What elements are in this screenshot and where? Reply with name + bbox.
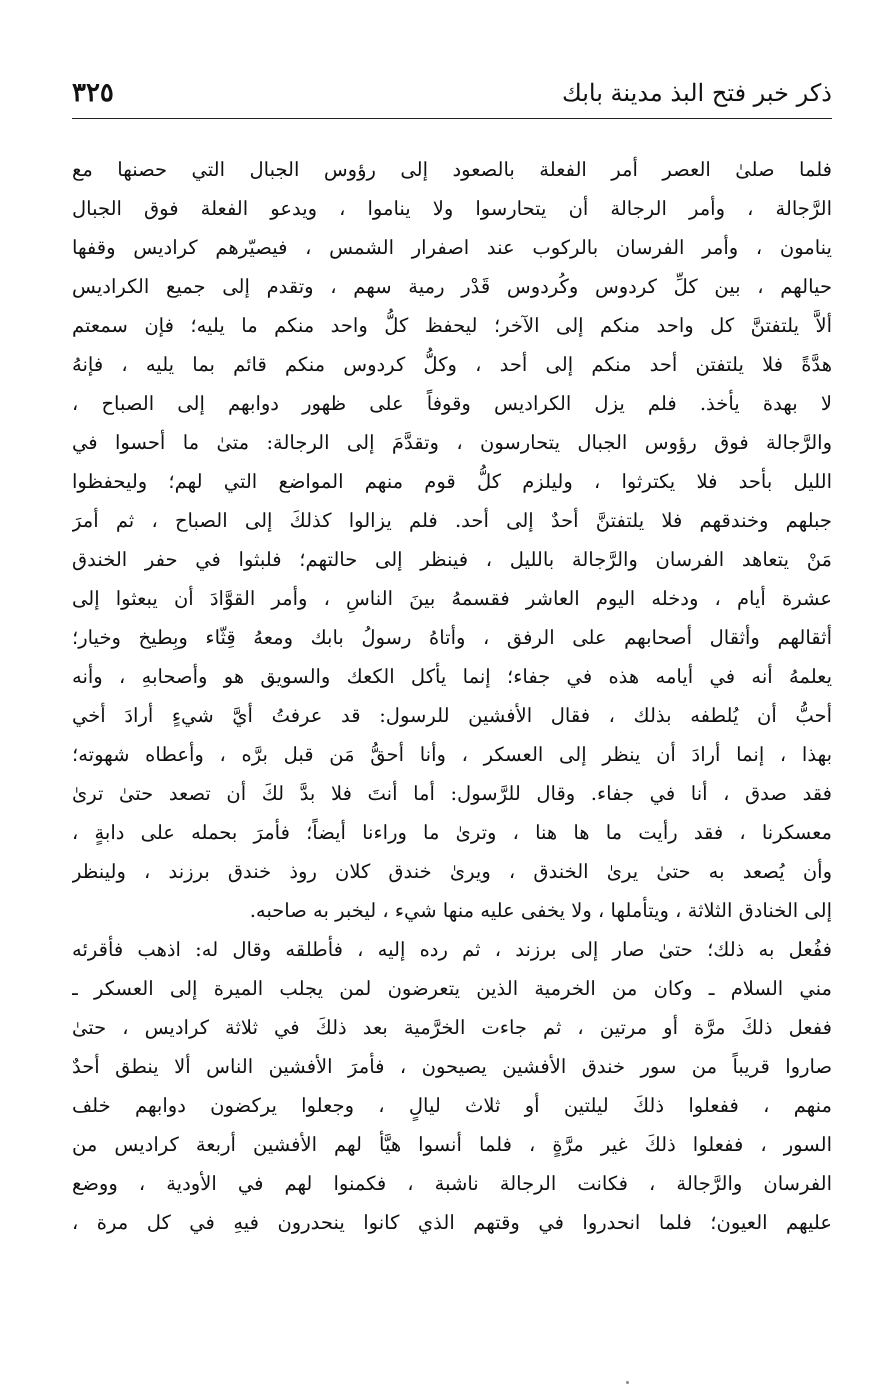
text-line: منهم ، ففعلوا ذلكَ ليلتين أو ثلاث ليالٍ ، وجعلوا يركضون دوابهم خلف [72,1094,832,1117]
text-line: مَنْ يتعاهد الفرسان والرَّجالة بالليل ، فينظر إلى حالتهم؛ فلبثوا في حفر الخندق [72,548,832,571]
text-line: يعلمهُ أنه في أيامه هذه في جفاء؛ إنما يأكل الكعك والسويق هو وأصحابهِ ، وأنه [72,665,832,688]
page-header [72,74,832,114]
text-line: الرَّجالة ، وأمر الرجالة أن يتحارسوا ولا يناموا ، ويدعو الفعلة فوق الجبال [72,197,832,220]
text-line: هدَّةً فلا يلتفتن أحد منكم إلى أحد ، وكلُّ كردوس منكم قائم بما يليه ، فإنهُ [72,353,832,376]
running-title: ذكر خبر فتح البذ مدينة بابك [562,79,832,107]
text-line: الليل بأحد فلا يكترثوا ، وليلزم كلُّ قوم منهم المواضع التي لهم؛ وليحفظوا [72,470,832,493]
text-line: جبلهم وخندقهم فلا يلتفتنَّ أحدٌ إلى أحد. فلم يزالوا كذلكَ إلى الصباح ، ثم أمرَ [72,509,832,532]
text-line: مني السلام ـ وكان من الخرمية الذين يتعرضون لمن يجلب الميرة إلى العسكر ـ [72,977,832,1000]
text-line: فقد صدق ، أنا في جفاء. وقال للرَّسول: أما أنتَ فلا بدَّ لكَ أن تصعد حتىٰ ترىٰ [72,782,832,805]
text-line: أحبُّ أن يُلطفه بذلك ، فقال الأفشين للرسول: قد عرفتُ أيَّ شيءٍ أرادَ أخي [72,704,832,727]
text-line: عشرة أيام ، ودخله اليوم العاشر فقسمهُ بينَ الناسِ ، وأمر القوَّادَ أن يبعثوا إلى [72,587,832,610]
body-text [72,150,832,1242]
text-line: الفرسان والرَّجالة ، فكانت الرجالة ناشبة ، فكمنوا لهم في الأودية ، ووضع [72,1172,832,1195]
text-line: لا بهدة يأخذ. فلم يزل الكراديس وقوفاً على ظهور دوابهم إلى الصباح ، [72,392,832,415]
text-line: إلى الخنادق الثلاثة ، ويتأملها ، ولا يخفى عليه منها شيء ، ليخبر به صاحبه. [249,899,832,922]
text-line: السور ، ففعلوا ذلكَ غير مرَّةٍ ، فلما أنسوا هيَّأ لهم الأفشين أربعة كراديس من [72,1133,832,1156]
text-line: فلما صلىٰ العصر أمر الفعلة بالصعود إلى رؤوس الجبال التي حصنها مع [72,158,832,181]
scan-speck [626,1381,629,1384]
text-line: أثقالهم وأثقال أصحابهم على الرفق ، وأتاهُ رسولُ بابك ومعهُ قِثّاء وبِطيخ وخيار؛ [72,626,832,649]
text-line: صاروا قريباً من سور خندق الأفشين يصيحون ، فأمرَ الأفشين الناس ألا ينطق أحدٌ [72,1055,832,1078]
text-line: ففعل ذلكَ مرَّة أو مرتين ، ثم جاءت الخرَّمية بعد ذلكَ في ثلاثة كراديس ، حتىٰ [72,1016,832,1039]
text-line: وأن يُصعد به حتىٰ يرىٰ الخندق ، ويرىٰ خندق كلان روذ خندق برزند ، ولينظر [72,860,832,883]
text-line: بهذا ، إنما أرادَ أن ينظر إلى العسكر ، وأنا أحقُّ مَن قبل برَّه ، وأعطاه شهوته؛ [72,743,832,766]
text-line: حيالهم ، بين كلِّ كردوس وكُردوس قَدْر رمية سهم ، وتقدم إلى جميع الكراديس [72,275,832,298]
text-line: ففُعل به ذلك؛ حتىٰ صار إلى برزند ، ثم رده إليه ، فأطلقه وقال له: اذهب فأقرئه [72,938,832,961]
header-rule [72,118,832,119]
text-line: معسكرنا ، فقد رأيت ما ها هنا ، وترىٰ ما وراءنا أيضاً؛ فأمرَ بحمله على دابةٍ ، [72,821,832,844]
page-number: ٣٢٥ [72,78,114,108]
text-line: ينامون ، وأمر الفرسان بالركوب عند اصفرار الشمس ، فيصيّرهم كراديس وقفها [72,236,832,259]
text-line: عليهم العيون؛ فلما انحدروا في وقتهم الذي كانوا ينحدرون فيهِ في كل مرة ، [72,1211,832,1234]
text-line: ألاَّ يلتفتنَّ كل واحد منكم إلى الآخر؛ ليحفظ كلُّ واحد منكم ما يليه؛ فإن سمعتم [72,314,832,337]
text-line: والرَّجالة فوق رؤوس الجبال يتحارسون ، وتقدَّمَ إلى الرجالة: متىٰ ما أحسوا في [72,431,832,454]
